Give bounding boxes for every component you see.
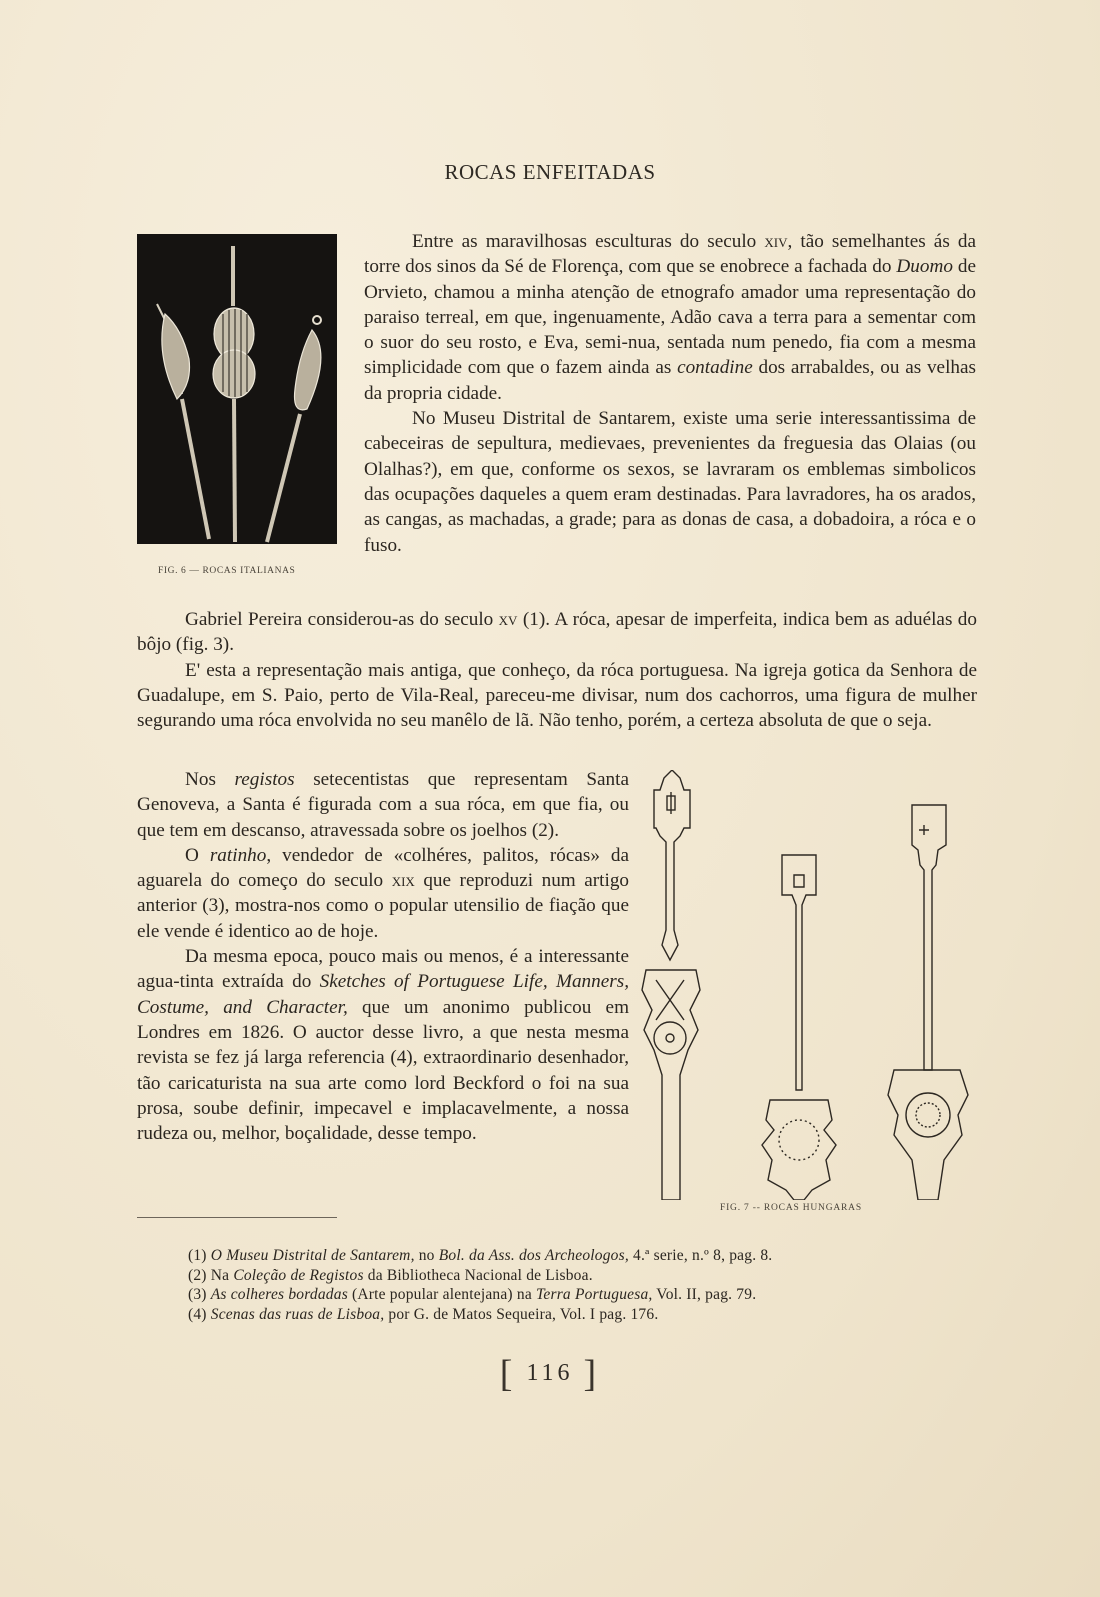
italic-text: registos: [234, 769, 295, 790]
text: O: [185, 844, 210, 866]
figure-6-caption: FIG. 6 — ROCAS ITALIANAS: [158, 566, 296, 576]
text-block-lower: [137, 767, 629, 1146]
footnote-divider: [137, 1217, 337, 1218]
roman-numeral: xix: [391, 870, 415, 892]
bracket-right: ]: [583, 1353, 601, 1395]
paragraph-7: [137, 944, 629, 1146]
footnotes: [188, 1246, 978, 1325]
text: no: [414, 1247, 439, 1264]
carved-distaffs-drawing-icon: [640, 770, 980, 1200]
text: dos arrabaldes, ou as velhas da propria cidade.: [364, 357, 976, 404]
paragraph-6: [137, 843, 629, 944]
text: Gabriel Pereira considerou-as do seculo: [185, 609, 499, 630]
italic-text: Sketches of Portuguese Life, Manners, Costume, and Character,: [137, 971, 629, 1018]
italic-text: ratinho: [209, 844, 267, 866]
roman-numeral: xiv: [764, 231, 788, 252]
text: Nos: [185, 769, 235, 790]
text: , tão semelhantes ás da torre dos sinos da Sé de Florença, com que se enobrece a fachada do: [364, 231, 977, 278]
text: setecentistas que representam Santa Genoveva, a Santa é figurada com a sua róca, em que fia, ou que tem em descanso, atravessada sobre os joelhos (2).: [137, 769, 629, 841]
text: (Arte popular alentejana) na: [347, 1286, 536, 1304]
italic-text: As colheres bordadas: [210, 1286, 348, 1304]
italic-text: Bol. da Ass. dos Archeologos,: [438, 1247, 629, 1264]
figure-7-caption: FIG. 7 -- ROCAS HUNGARAS: [720, 1203, 862, 1213]
paragraph-3: [137, 607, 977, 658]
text: (1). A róca, apesar de imperfeita, indica bem as aduélas do bôjo (fig. 3).: [137, 609, 977, 656]
text: que um anonimo publicou em Londres em 1826. O auctor desse livro, a que nesta mesma revista se fez já larga referencia (4), extraordinario desenhador, tão caricaturista na sua arte como lord Beckford o foi na sua prosa, soube definir, impecavel e implacavelmente, a nossa rudeza ou, melhor, boçalidade, desse tempo.: [137, 996, 629, 1145]
text: , vendedor de «colhéres, palitos, rócas» da aguarela do começo do seculo: [137, 844, 629, 892]
italic-text: Scenas das ruas de Lisboa,: [210, 1306, 385, 1324]
italic-text: contadine: [677, 357, 753, 379]
text: da Bibliotheca Nacional de Lisboa.: [363, 1266, 593, 1284]
text: Entre as maravilhosas esculturas do seculo: [412, 231, 765, 252]
italic-text: Terra Portuguesa,: [535, 1286, 653, 1304]
text: Vol. II, pag. 79.: [652, 1286, 757, 1304]
text: Da mesma epoca, pouco mais ou menos, é a interessante agua-tinta extraída do: [137, 946, 629, 993]
text: Na: [210, 1266, 234, 1284]
text-block-top: [364, 229, 976, 558]
bracket-left: [: [499, 1353, 517, 1395]
page-number: [0, 1352, 1100, 1396]
text: que reproduzi num artigo anterior (3), mostra-nos como o popular utensilio de fiação que ele vende é identico ao de hoje.: [137, 870, 630, 942]
footnote-number: (2): [188, 1266, 211, 1284]
distaffs-photo-icon: [137, 234, 337, 544]
footnote-number: (1): [188, 1247, 211, 1264]
paragraph-4: E' esta a representação mais antiga, que conheço, da róca portuguesa. Na igreja gotica da Senhora de Guadalupe, em S. Paio, perto de Vila-Real, pareceu-me divisar, num dos cachorros, uma figura de mulher segurando uma róca envolvida no seu manêlo de lã. Não tenho, porém, a certeza absoluta de que o seja.: [137, 659, 977, 732]
paragraph-1: [364, 229, 976, 406]
figure-6-rocas-italianas: [137, 234, 337, 544]
footnote-1: [188, 1246, 978, 1266]
text-block-middle: [137, 607, 977, 733]
italic-text: O Museu Distrital de Santarem,: [210, 1247, 415, 1264]
paragraph-2: No Museu Distrital de Santarem, existe uma serie interessantissima de cabeceiras de sepultura, medievaes, prevenientes da freguesia das Olaias (ou Olalhas?), em que, conforme os sexos, se lavraram os emblemas simbolicos das ocupações daqueles a quem eram destinadas. Para lavradores, ha os arados, as cangas, as machadas, a grade; para as donas de casa, a dobadoira, a róca e o fuso.: [364, 408, 976, 556]
footnote-number: (3): [188, 1286, 211, 1304]
footnote-4: [188, 1305, 978, 1325]
figure-7-rocas-hungaras: [640, 770, 980, 1200]
paragraph-5: [137, 767, 629, 843]
roman-numeral: xv: [498, 609, 518, 630]
page-number-value: 116: [526, 1360, 574, 1386]
text: de Orvieto, chamou a minha atenção de etnografo amador uma representação do paraiso terreal, em que, ingenuamente, Adão cava a terra para a sementar com o suor do seu rosto, e Eva, semi-nua, sentada num penedo, fia com a mesma simplicidade com que o fazem ainda as: [364, 256, 976, 379]
italic-text: Coleção de Registos: [233, 1266, 364, 1284]
footnote-3: [188, 1285, 978, 1305]
italic-text: Duomo: [896, 256, 953, 278]
footnote-2: [188, 1266, 978, 1286]
text: por G. de Matos Sequeira, Vol. I pag. 176.: [384, 1306, 659, 1324]
page-title: ROCAS ENFEITADAS: [444, 160, 656, 184]
text: 4.ª serie, n.º 8, pag. 8.: [628, 1247, 773, 1264]
footnote-number: (4): [188, 1306, 211, 1324]
